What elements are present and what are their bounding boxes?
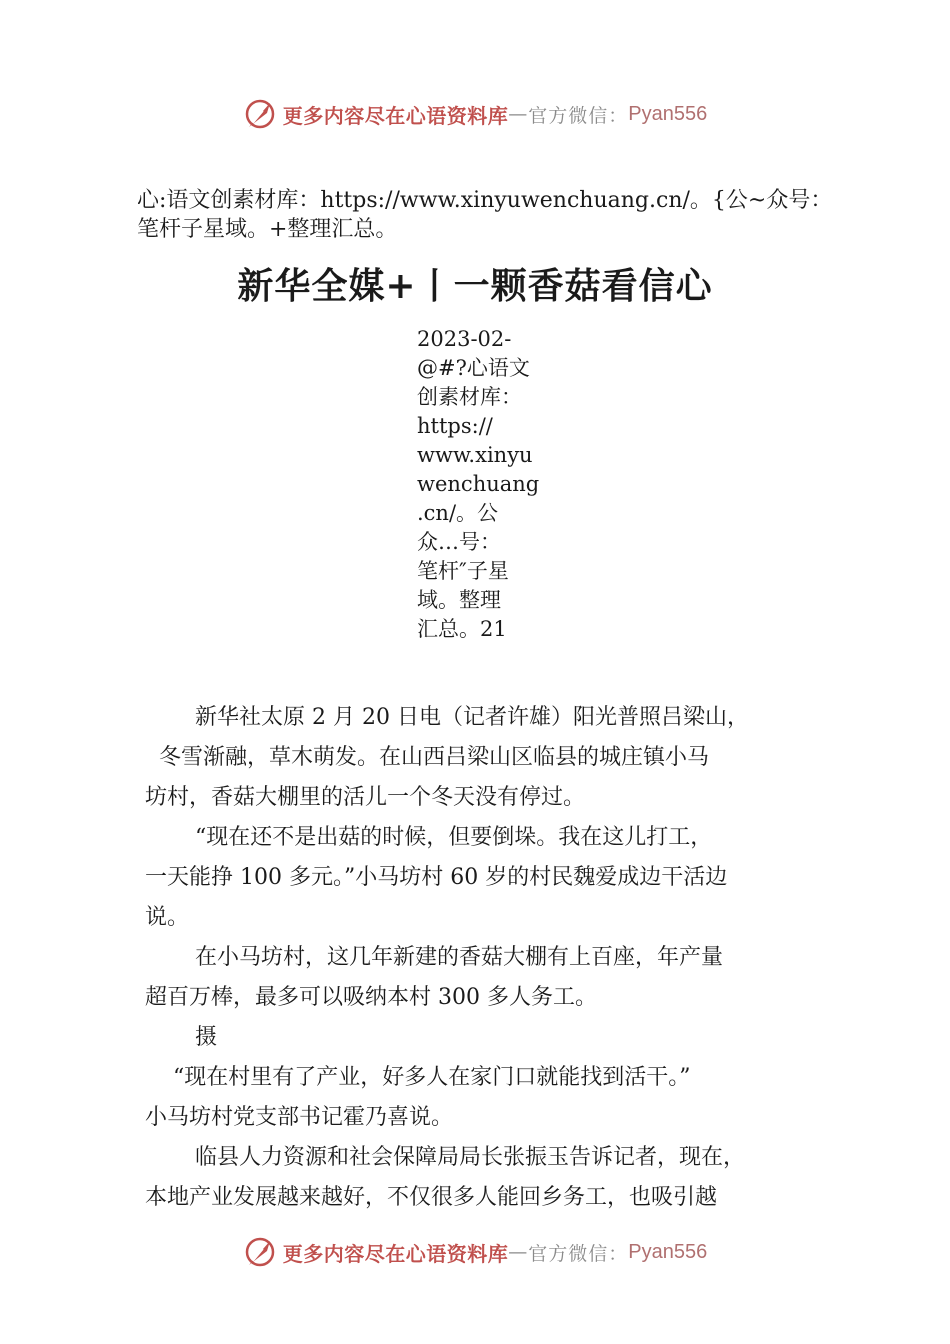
- footer-banner: [0, 1232, 950, 1272]
- paragraph-line: 一天能挣 100 多元。”小马坊村 60 岁的村民魏爱成边干活边: [145, 865, 728, 890]
- meta-line: .cn/。公: [417, 501, 499, 525]
- banner-wechat-label: 官方微信：: [528, 1242, 629, 1265]
- paragraph-line: 说。: [145, 905, 190, 930]
- article-body: [145, 698, 825, 1218]
- meta-line: www.xinyu: [417, 443, 533, 467]
- meta-line: 2023-02-: [417, 327, 512, 351]
- header-banner: [0, 94, 950, 134]
- paragraph-line: 新华社太原 2 月 20 日电（记者许雄）阳光普照吕梁山，: [195, 705, 749, 730]
- paragraph-line: 临县人力资源和社会保障局局长张振玉告诉记者，现在，: [195, 1145, 746, 1170]
- quill-logo-icon: [243, 97, 277, 131]
- banner-wechat-id: Pyan556: [628, 1240, 708, 1263]
- meta-line: 众…号：: [417, 530, 501, 554]
- banner-wechat-label: 官方微信：: [528, 104, 629, 127]
- paragraph-line: 小马坊村党支部书记霍乃喜说。: [145, 1105, 454, 1130]
- article-meta: [417, 325, 540, 644]
- paragraph-line: 在小马坊村，这几年新建的香菇大棚有上百座，年产量: [195, 945, 724, 970]
- meta-line: 汇总。21: [417, 617, 507, 641]
- paragraph-line: 坊村，香菇大棚里的活儿一个冬天没有停过。: [145, 785, 586, 810]
- banner-site-name: 更多内容尽在心语资料库: [282, 1241, 509, 1266]
- meta-line: 笔杆″子星: [417, 559, 509, 583]
- paragraph-line: “现在村里有了产业，好多人在家门口就能找到活干。”: [173, 1065, 691, 1090]
- banner-dash: —: [508, 1241, 529, 1263]
- banner-wechat-id: Pyan556: [628, 102, 708, 125]
- meta-line: wenchuang: [417, 472, 540, 496]
- paragraph-line: 摄: [195, 1025, 218, 1050]
- paragraph-line: 本地产业发展越来越好，不仅很多人能回乡务工，也吸引越: [145, 1185, 718, 1210]
- quill-logo-icon: [243, 1235, 277, 1269]
- banner-dash: —: [508, 103, 529, 125]
- article-title: 新华全媒+丨一颗香菇看信心: [237, 265, 713, 307]
- banner-site-name: 更多内容尽在心语资料库: [282, 103, 509, 128]
- meta-line: 域。整理: [417, 588, 501, 612]
- paragraph-line: 超百万棒，最多可以吸纳本村 300 多人务工。: [145, 985, 597, 1010]
- paragraph-line: “现在还不是出菇的时候，但要倒垛。我在这儿打工，: [195, 825, 713, 850]
- meta-line: @#?心语文: [417, 356, 530, 380]
- meta-line: https://: [417, 414, 493, 438]
- paragraph-line: 冬雪渐融，草木萌发。在山西吕梁山区临县的城庄镇小马: [159, 745, 710, 770]
- source-note: 心:语文创素材库：https://www.xinyuwenchuang.cn/。{公~众号：笔杆子星域。+整理汇总。: [137, 188, 833, 242]
- meta-line: 创素材库：: [417, 385, 522, 409]
